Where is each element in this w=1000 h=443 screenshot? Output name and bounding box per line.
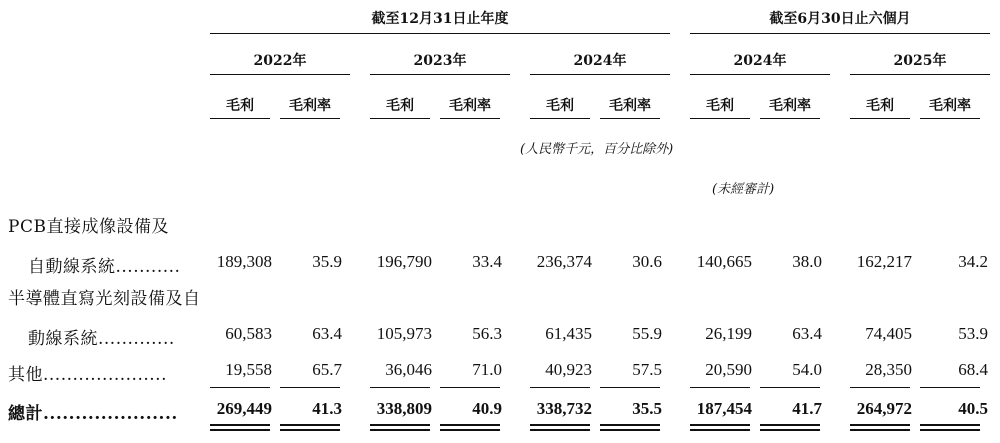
- year-header-2022: 2022年: [253, 53, 307, 69]
- subheader-rule: [530, 118, 590, 119]
- cell-gross-margin: 57.5: [632, 360, 662, 379]
- cell-gross-profit: 20,590: [705, 360, 752, 379]
- total-gross-margin: 41.3: [312, 399, 342, 418]
- header-rule-6m: [690, 33, 990, 34]
- unaudited-note: (未經審計): [712, 182, 775, 197]
- col-gross-profit: 毛利: [866, 98, 894, 114]
- row-label: [8, 360, 167, 385]
- cell-gross-profit: 60,583: [225, 324, 272, 343]
- double-underline: [440, 424, 500, 431]
- cell-gross-profit: 74,405: [865, 324, 912, 343]
- subheader-rule: [760, 118, 820, 119]
- col-gross-margin: 毛利率: [929, 98, 971, 114]
- cell-gross-profit: 36,046: [385, 360, 432, 379]
- subheader-rule: [440, 118, 500, 119]
- cell-gross-profit: 26,199: [705, 324, 752, 343]
- col-gross-profit: 毛利: [386, 98, 414, 114]
- leader-dots: .....................: [43, 365, 167, 385]
- subtotal-rule: [530, 387, 590, 388]
- cell-gross-margin: 54.0: [792, 360, 822, 379]
- year-header-2024-6m: 2024年: [733, 53, 787, 69]
- subtotal-rule: [440, 387, 500, 388]
- row-label-line2: 自動線系統: [28, 257, 116, 277]
- total-gross-profit: 338,732: [536, 399, 592, 418]
- year-header-2024: 2024年: [573, 53, 627, 69]
- year-header-2025-6m: 2025年: [893, 53, 947, 69]
- header-rule-fy: [210, 33, 670, 34]
- subtotal-rule: [850, 387, 910, 388]
- cell-gross-margin: 33.4: [472, 252, 502, 271]
- cell-gross-margin: 65.7: [312, 360, 342, 379]
- total-gross-profit: 264,972: [856, 399, 912, 418]
- subtotal-rule: [760, 387, 820, 388]
- total-label-text: 總計: [8, 404, 43, 424]
- subtotal-rule: [370, 387, 430, 388]
- double-underline: [280, 424, 340, 431]
- cell-gross-margin: 34.2: [958, 252, 988, 271]
- cell-gross-margin: 56.3: [472, 324, 502, 343]
- cell-gross-profit: 28,350: [865, 360, 912, 379]
- year-rule: [530, 74, 670, 75]
- leader-dots: ...........: [115, 257, 181, 277]
- header-six-months: 截至6月30日止六個月: [769, 11, 911, 27]
- row-label-text: 其他: [8, 365, 43, 385]
- cell-gross-profit: 40,923: [545, 360, 592, 379]
- total-gross-profit: 338,809: [376, 399, 432, 418]
- cell-gross-margin: 38.0: [792, 252, 822, 271]
- unit-note: (人民幣千元，百分比除外): [520, 142, 674, 157]
- subheader-rule: [370, 118, 430, 119]
- col-gross-margin: 毛利率: [769, 98, 811, 114]
- cell-gross-margin: 63.4: [792, 324, 822, 343]
- leader-dots: .............: [98, 329, 175, 349]
- col-gross-profit: 毛利: [226, 98, 254, 114]
- double-underline: [370, 424, 430, 431]
- year-rule: [690, 74, 830, 75]
- subheader-rule: [210, 118, 270, 119]
- subheader-rule: [920, 118, 980, 119]
- cell-gross-profit: 189,308: [216, 252, 272, 271]
- cell-gross-profit: 236,374: [536, 252, 592, 271]
- total-gross-profit: 269,449: [216, 399, 272, 418]
- col-gross-margin: 毛利率: [289, 98, 331, 114]
- total-gross-margin: 40.9: [472, 399, 502, 418]
- cell-gross-profit: 61,435: [545, 324, 592, 343]
- col-gross-margin: 毛利率: [449, 98, 491, 114]
- subheader-rule: [850, 118, 910, 119]
- double-underline: [920, 424, 980, 431]
- subheader-rule: [280, 118, 340, 119]
- total-gross-margin: 41.7: [792, 399, 822, 418]
- year-rule: [210, 74, 350, 75]
- cell-gross-margin: 63.4: [312, 324, 342, 343]
- cell-gross-profit: 19,558: [225, 360, 272, 379]
- total-gross-margin: 40.5: [958, 399, 988, 418]
- subheader-rule: [690, 118, 750, 119]
- subtotal-rule: [920, 387, 980, 388]
- total-label: [8, 399, 178, 424]
- cell-gross-margin: 53.9: [958, 324, 988, 343]
- subtotal-rule: [280, 387, 340, 388]
- row-label: [28, 252, 180, 277]
- total-gross-profit: 187,454: [696, 399, 752, 418]
- cell-gross-margin: 55.9: [632, 324, 662, 343]
- year-rule: [850, 74, 990, 75]
- col-gross-profit: 毛利: [546, 98, 574, 114]
- double-underline: [530, 424, 590, 431]
- cell-gross-profit: 105,973: [376, 324, 432, 343]
- cell-gross-margin: 68.4: [958, 360, 988, 379]
- cell-gross-profit: 162,217: [856, 252, 912, 271]
- cell-gross-profit: 196,790: [376, 252, 432, 271]
- double-underline: [690, 424, 750, 431]
- double-underline: [210, 424, 270, 431]
- col-gross-profit: 毛利: [706, 98, 734, 114]
- row-label: [28, 324, 175, 349]
- year-header-2023: 2023年: [413, 53, 467, 69]
- cell-gross-margin: 71.0: [472, 360, 502, 379]
- subtotal-rule: [210, 387, 270, 388]
- row-label-line2: 動線系統: [28, 329, 98, 349]
- total-gross-margin: 35.5: [632, 399, 662, 418]
- cell-gross-margin: 30.6: [632, 252, 662, 271]
- double-underline: [760, 424, 820, 431]
- cell-gross-margin: 35.9: [312, 252, 342, 271]
- row-label-line1: PCB直接成像設備及: [8, 217, 169, 237]
- year-rule: [370, 74, 510, 75]
- header-fiscal-year: 截至12月31日止年度: [371, 11, 509, 27]
- subtotal-rule: [600, 387, 660, 388]
- double-underline: [850, 424, 910, 431]
- leader-dots: .....................: [43, 404, 178, 424]
- double-underline: [600, 424, 660, 431]
- row-label-line1: 半導體直寫光刻設備及自: [8, 289, 201, 309]
- col-gross-margin: 毛利率: [609, 98, 651, 114]
- subheader-rule: [600, 118, 660, 119]
- cell-gross-profit: 140,665: [696, 252, 752, 271]
- subtotal-rule: [690, 387, 750, 388]
